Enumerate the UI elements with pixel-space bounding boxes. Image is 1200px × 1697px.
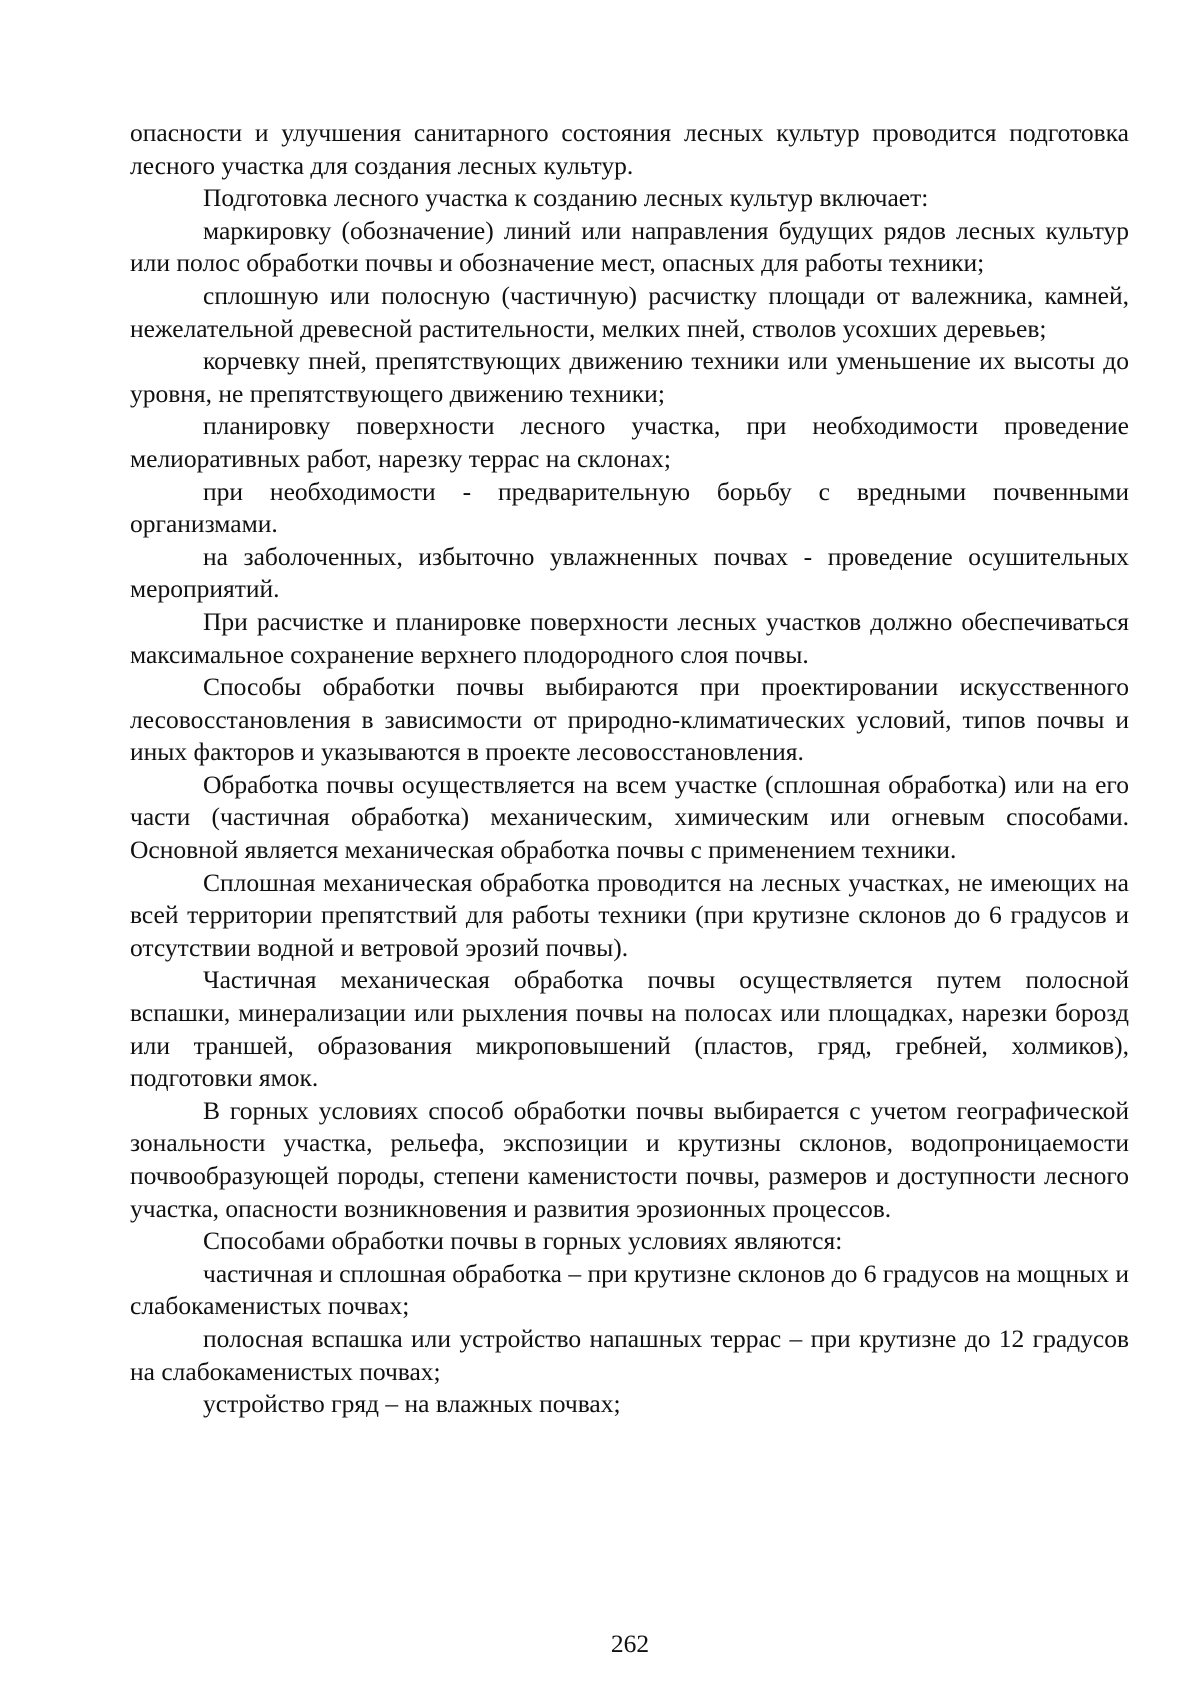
page-number: 262 xyxy=(610,1629,650,1658)
list-item-strip-plowing: полосная вспашка или устройство напашных террас – при крутизне до 12 градусов на слабокаменистых почвах; xyxy=(130,1323,1129,1386)
paragraph-continuation: опасности и улучшения санитарного состояния лесных культур проводится подготовка лесного участка для создания лесных культур. xyxy=(130,118,1129,180)
list-item-marking: маркировку (обозначение) линий или направления будущих рядов лесных культур или полос обработки почвы и обозначение мест, опасных для работы техники; xyxy=(130,215,1129,278)
paragraph-topsoil-preservation: При расчистке и планировке поверхности лесных участков должно обеспечиваться максимальное сохранение верхнего плодородного слоя почвы. xyxy=(130,606,1129,669)
list-item-clearing: сплошную или полосную (частичную) расчистку площади от валежника, камней, нежелательной древесной растительности, мелких пней, стволов усохших деревьев; xyxy=(130,280,1129,343)
paragraph-full-processing: Сплошная механическая обработка проводится на лесных участках, не имеющих на всей территории препятствий для работы техники (при крутизне склонов до 6 градусов и отсутствии водной и ветровой эрозий почвы). xyxy=(130,867,1129,962)
list-item-stump-removal: корчевку пней, препятствующих движению техники или уменьшение их высоты до уровня, не препятствующего движению техники; xyxy=(130,346,1129,408)
list-item-beds: устройство гряд – на влажных почвах; xyxy=(203,1389,621,1419)
paragraph-soil-methods: Способы обработки почвы выбираются при проектировании искусственного лесовосстановления в зависимости от природно-климатических условий, типов почвы и иных факторов и указываются в проекте лесовосстановления. xyxy=(130,672,1129,767)
paragraph-partial-processing: Частичная механическая обработка почвы осуществляется путем полосной вспашки, минерализации или рыхления почвы на полосах или площадках, нарезки борозд или траншей, образования микроповышений (пластов, гряд, гребней, холмиков), подготовки ямок. xyxy=(130,965,1129,1093)
paragraph-preparation-intro: Подготовка лесного участка к созданию лесных культур включает: xyxy=(203,183,929,213)
list-item-drainage: на заболоченных, избыточно увлажненных почвах - проведение осушительных мероприятий. xyxy=(130,541,1129,604)
paragraph-mountain-conditions: В горных условиях способ обработки почвы выбирается с учетом географической зональности участка, рельефа, экспозиции и крутизны склонов, водопроницаемости почвообразующей породы, степени каменистости почвы, размеров и доступности лесного участка, опасности возникновения и развития эрозионных процессов. xyxy=(130,1095,1129,1223)
list-item-leveling: планировку поверхности лесного участка, при необходимости проведение мелиоративных работ, нарезку террас на склонах; xyxy=(130,411,1129,473)
list-item-pest-control: при необходимости - предварительную борьбу с вредными почвенными организмами. xyxy=(130,476,1129,539)
document-body xyxy=(130,117,1129,1421)
paragraph-mountain-methods-intro: Способами обработки почвы в горных условиях являются: xyxy=(203,1226,843,1256)
paragraph-soil-processing: Обработка почвы осуществляется на всем участке (сплошная обработка) или на его части (частичная обработка) механическим, химическим или огневым способами. Основной является механическая обработка почвы с применением техники. xyxy=(130,769,1129,865)
list-item-partial-full: частичная и сплошная обработка – при крутизне склонов до 6 градусов на мощных и слабокаменистых почвах; xyxy=(130,1258,1129,1321)
